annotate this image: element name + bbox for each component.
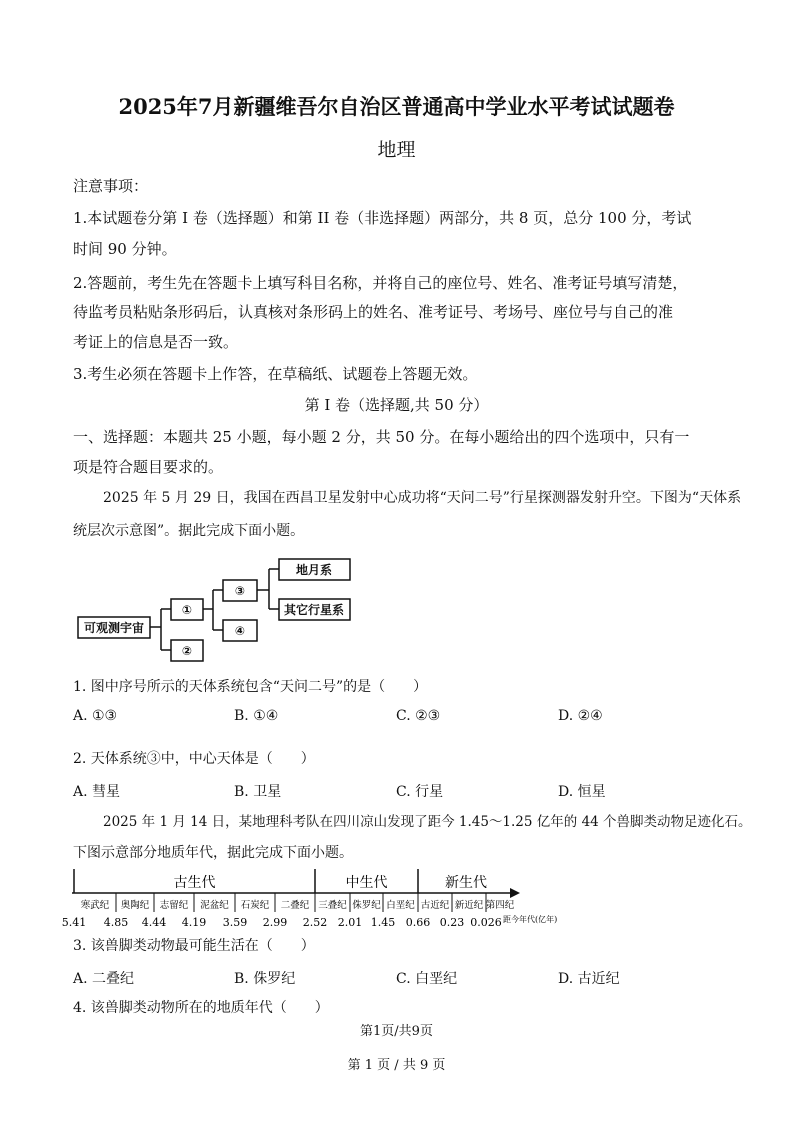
- axis-arrow: [510, 888, 520, 898]
- passage-line: 2025 年 1 月 14 日，某地理科考队在四川凉山发现了距今 1.45～1.25 亿年的 44 个兽脚类动物足迹化石。: [103, 814, 752, 830]
- age-label: 4.19: [181, 916, 207, 929]
- q1-option-a[interactable]: A. ①③: [73, 708, 118, 724]
- page-number: 第 1 页 / 共 9 页: [347, 1058, 446, 1073]
- era-label: 中生代: [345, 875, 388, 891]
- age-label: 0.23: [439, 916, 465, 929]
- node-earth-moon: 地月系: [295, 563, 333, 577]
- node-3: ③: [234, 584, 246, 598]
- q3-option-d[interactable]: D. 古近纪: [558, 971, 620, 987]
- age-label: 1.45: [370, 916, 396, 929]
- exam-title: 2025年7月新疆维吾尔自治区普通高中学业水平考试试题卷: [118, 94, 675, 119]
- era-label: 新生代: [445, 875, 487, 891]
- period-label: 奥陶纪: [120, 900, 150, 911]
- node-2: ②: [181, 644, 193, 658]
- age-label: 5.41: [61, 916, 87, 929]
- age-label: 3.59: [222, 916, 248, 929]
- period-label: 古近纪: [420, 900, 450, 911]
- q2-stem: 2. 天体系统③中，中心天体是（ ）: [73, 751, 315, 767]
- q1-stem: 1. 图中序号所示的天体系统包含“天问二号”的是（ ）: [73, 679, 428, 695]
- axis-label: 距今年代(亿年): [503, 915, 558, 924]
- age-label: 4.85: [103, 916, 129, 929]
- q4-stem: 4. 该兽脚类动物所在的地质年代（ ）: [73, 1000, 329, 1016]
- age-label: 2.01: [337, 916, 363, 929]
- passage-line: 2025 年 5 月 29 日，我国在西昌卫星发射中心成功将“天问二号”行星探测器发射升空。下图为“天体系: [103, 490, 742, 506]
- q3-option-b[interactable]: B. 侏罗纪: [234, 971, 296, 987]
- q3-option-a[interactable]: A. 二叠纪: [73, 971, 135, 987]
- period-label: 志留纪: [159, 900, 189, 911]
- q2-option-c[interactable]: C. 行星: [396, 784, 444, 800]
- q3-option-c[interactable]: C. 白垩纪: [396, 971, 458, 987]
- period-label: 第四纪: [485, 900, 515, 911]
- q3-stem: 3. 该兽脚类动物最可能生活在（ ）: [73, 938, 315, 954]
- geologic-timeline: [62, 869, 558, 929]
- instructions-line: 一、选择题：本题共 25 小题，每小题 2 分，共 50 分。在每小题给出的四个选项中，只有一: [73, 428, 690, 446]
- q2-option-b[interactable]: B. 卫星: [234, 784, 282, 800]
- passage-line: 统层次示意图”。据此完成下面小题。: [73, 523, 305, 539]
- period-label: 泥盆纪: [200, 900, 229, 911]
- period-label: 寒武纪: [80, 900, 110, 911]
- celestial-system-diagram: [78, 559, 350, 661]
- page-footer: 第1页/共9页: [360, 1024, 433, 1039]
- notice-line: 考证上的信息是否一致。: [73, 333, 239, 351]
- age-label: 2.52: [302, 916, 328, 929]
- q2-option-a[interactable]: A. 彗星: [73, 784, 121, 800]
- instructions-line: 项是符合题目要求的。: [73, 458, 224, 476]
- notice-line: 3.考生必须在答题卡上作答，在草稿纸、试题卷上答题无效。: [73, 365, 478, 383]
- notice-line: 1.本试题卷分第 I 卷（选择题）和第 II 卷（非选择题）两部分，共 8 页，总分 100 分，考试: [73, 209, 692, 227]
- passage-line: 下图示意部分地质年代，据此完成下面小题。: [73, 845, 353, 861]
- period-label: 二叠纪: [280, 900, 310, 911]
- q1-option-c[interactable]: C. ②③: [396, 708, 441, 724]
- era-label: 古生代: [173, 875, 216, 891]
- age-label: 0.026: [470, 916, 502, 929]
- period-label: 白垩纪: [386, 900, 415, 911]
- q1-option-d[interactable]: D. ②④: [558, 708, 603, 724]
- age-label: 4.44: [141, 916, 167, 929]
- period-label: 新近纪: [454, 900, 484, 911]
- notice-line: 2.答题前，考生先在答题卡上填写科目名称，并将自己的座位号、姓名、准考证号填写清楚，: [73, 274, 688, 292]
- age-label: 0.66: [405, 916, 431, 929]
- period-label: 侏罗纪: [352, 900, 381, 911]
- q2-option-d[interactable]: D. 恒星: [558, 784, 606, 800]
- period-label: 石炭纪: [240, 900, 270, 911]
- node-observable-universe: 可观测宇宙: [83, 621, 145, 635]
- q1-option-b[interactable]: B. ①④: [234, 708, 279, 724]
- notice-line: 时间 90 分钟。: [73, 240, 177, 258]
- node-4: ④: [234, 624, 246, 638]
- node-other-planets: 其它行星系: [283, 603, 345, 617]
- section-heading: 第 I 卷（选择题,共 50 分）: [304, 396, 489, 414]
- subject-title: 地理: [377, 139, 416, 161]
- notice-line: 待监考员粘贴条形码后，认真核对条形码上的姓名、准考证号、考场号、座位号与自己的准: [73, 303, 674, 321]
- period-label: 三叠纪: [318, 900, 347, 911]
- node-1: ①: [181, 603, 193, 617]
- age-label: 2.99: [262, 916, 288, 929]
- notice-heading: 注意事项：: [73, 177, 149, 195]
